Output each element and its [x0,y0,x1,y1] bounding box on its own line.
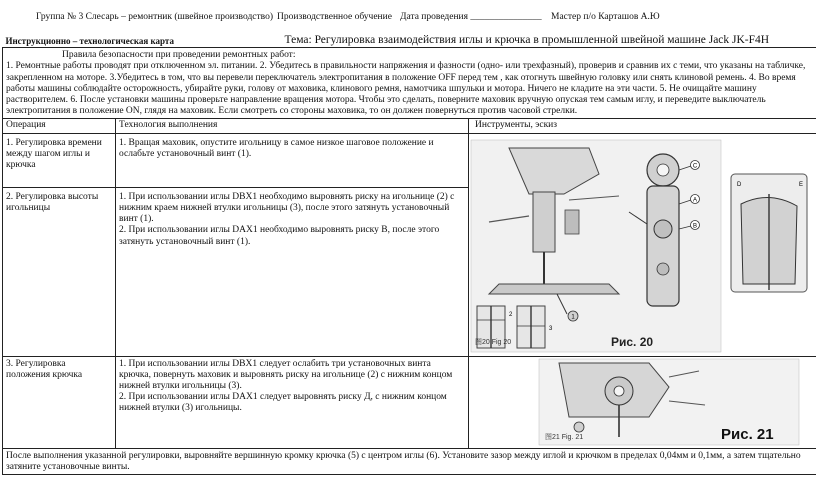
technology-cell: 1. При использовании иглы DBX1 следует ослабить три установочных винта крючка, повернуть маховик и выровнять риску на игольнице (2) с нижним концом нижней втулки игольницы (3). 2. При использовании иглы DAX1 следует выровнять риску Д, с нижним концом нижней втулки (3) игольницы. [116,356,469,448]
fig20-caption-small: 图20 Fig 20 [475,338,512,346]
callout-a: A [692,197,698,204]
col-header-technology: Технология выполнения [116,119,469,133]
table-row [3,356,816,448]
safety-title: Правила безопасности при проведении ремонтных работ: [62,50,296,61]
footer-row [3,448,816,474]
title-row [3,36,816,48]
callout-1: 1 [571,314,575,321]
operation-cell: 2. Регулировка высоты игольницы [3,187,116,356]
technology-cell: 1. Вращая маховик, опустите игольницу в самое низкое шаговое положение и ослабьте установочный винт (1). [116,133,469,187]
callout-2: 2 [509,311,513,318]
safety-row [3,48,816,119]
fig21-caption-small: 图21 Fig. 21 [545,433,584,441]
card-topic [284,34,816,48]
table-row [3,133,816,187]
topic-text: Тема: Регулировка взаимодействия иглы и крючка в промышленной швейной машине Jack JK-F4H [284,34,770,46]
callout-3: 3 [549,325,553,332]
callout-e: E [799,181,804,188]
fig20-caption-large: Рис. 20 [611,334,654,349]
safety-cell [3,48,816,119]
instruction-card-table [2,36,816,475]
col-header-tools: Инструменты, эскиз [469,119,816,133]
col-header-operation: Операция [3,119,116,133]
operation-cell: 3. Регулировка положения крючка [3,356,116,448]
master-label: Мастер п/о Карташов А.Ю [551,12,660,22]
figure-21-image [469,357,815,447]
safety-text: 1. Ремонтные работы проводят при отключенном эл. питании. 2. Убедитесь в правильности напряжения и фазности (одно- или трехфазный), проверив и сравнив их с теми, что указаны на табличке, закрепленном на моторе. 3.Убедитесь в том, что вы перевели переключатель электропитания в положение OFF перед тем , как отогнуть швейную головку или снять клиновой ремень. 4. Во время работы машины соблюдайте осторожность, убирайте руки, голову от маховика, клинового ремня, намотчика шпульки и мотора. Ничего не кладите на эти части. 5. Не очищайте машину растворителем. 6. После установки машины проверьте направление вращения мотора. Чтобы это сделать, поверните маховик вручную опуская тем самым иглу, и переведите выключатель электропитания в положение ON, глядя на маховик. Если смотреть со стороны маховика, то он должен повернуться против часовой стрелки. [6,61,806,117]
figure-20-image [469,134,815,356]
figure-21-cell [469,356,816,448]
card-type-label: Инструкционно – технологическая карта [5,36,174,46]
technology-cell: 1. При использовании иглы DBX1 необходимо выровнять риску на игольнице (2) с нижним краем нижней втулки игольницы (3), после этого затянуть установочный винт (1). 2. При использовании иглы DAX1 необходимо выровнять риску B, после этого затянуть установочный винт (1). [116,187,469,356]
figure-20-cell [469,133,816,356]
date-label: Дата проведения _______________ [400,12,542,22]
fig21-caption-large: Рис. 21 [721,425,774,443]
callout-c: C [692,163,698,170]
footer-cell: После выполнения указанной регулировки, выровняйте вершинную кромку крючка (5) с центром иглы (6). Установите зазор между иглой и крючком в пределах 0,04мм и 0,1мм, а затем тщательно затяните установочные винты. [3,448,816,474]
column-header-row [3,119,816,133]
training-label: Производственное обучение [277,12,392,22]
operation-cell: 1. Регулировка времени между шагом иглы и крючка [3,133,116,187]
group-label: Группа № 3 Слесарь – ремонтник (швейное производство) [36,12,273,22]
callout-b: B [692,223,698,230]
callout-d: D [737,181,742,188]
